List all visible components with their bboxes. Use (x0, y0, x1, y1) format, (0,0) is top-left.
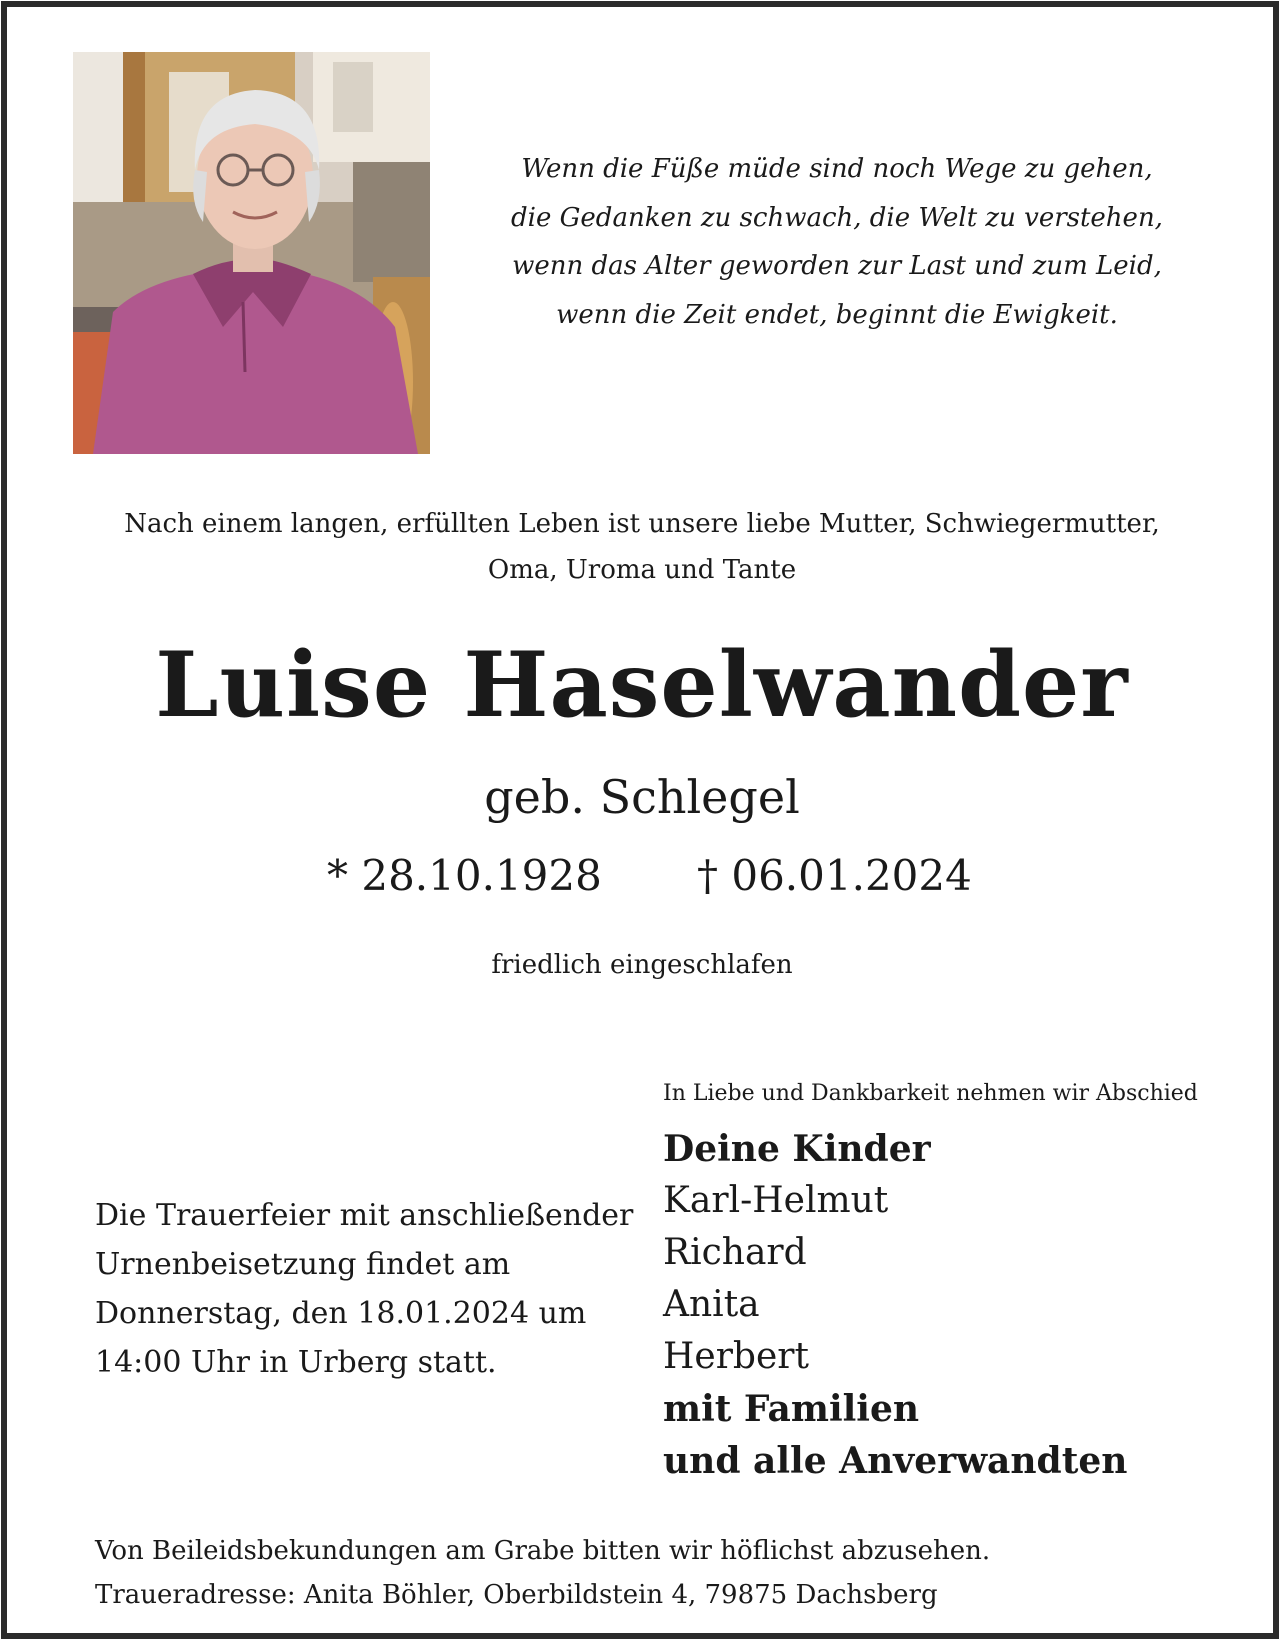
mourner-name: Richard (663, 1232, 807, 1273)
condolence-note: Von Beileidsbekundungen am Grabe bitten wir höflichst abzusehen. (95, 1536, 991, 1566)
service-line: 14:00 Uhr in Urberg statt. (95, 1345, 497, 1380)
mourners-list (663, 1123, 1127, 1487)
mourners-closing: und alle Anverwandten (663, 1440, 1128, 1482)
mourners-closing: mit Familien (663, 1388, 920, 1430)
deceased-name: Luise Haselwander (155, 632, 1129, 738)
service-line: Die Trauerfeier mit anschließender (95, 1198, 634, 1233)
mourner-name: Karl-Helmut (663, 1180, 889, 1221)
service-info (95, 1191, 633, 1387)
mourners-heading: Deine Kinder (663, 1128, 931, 1170)
intro-line: Oma, Uroma und Tante (487, 555, 797, 585)
maiden-name: geb. Schlegel (484, 770, 800, 824)
poem (477, 145, 1197, 339)
intro-text (67, 501, 1217, 593)
farewell-line: In Liebe und Dankbarkeit nehmen wir Abschied (663, 1081, 1198, 1106)
footer (95, 1529, 990, 1617)
mourning-address: Traueradresse: Anita Böhler, Oberbildstein 4, 79875 Dachsberg (95, 1580, 938, 1610)
poem-line: wenn die Zeit endet, beginnt die Ewigkeit. (556, 299, 1118, 330)
service-line: Donnerstag, den 18.01.2024 um (95, 1296, 587, 1331)
portrait-photo (73, 52, 430, 454)
poem-line: die Gedanken zu schwach, die Welt zu verstehen, (511, 202, 1163, 233)
poem-line: wenn das Alter geworden zur Last und zum Leid, (512, 251, 1162, 281)
mourner-name: Anita (663, 1284, 760, 1325)
death-date: † 06.01.2024 (697, 851, 972, 900)
portrait-photo-image (73, 52, 430, 454)
poem-line: Wenn die Füße müde sind noch Wege zu gehen, (521, 154, 1153, 184)
mourner-name: Herbert (663, 1336, 809, 1377)
death-note: friedlich eingeschlafen (491, 950, 793, 980)
birth-date: * 28.10.1928 (327, 851, 602, 900)
service-line: Urnenbeisetzung findet am (95, 1247, 511, 1282)
intro-line: Nach einem langen, erfüllten Leben ist unsere liebe Mutter, Schwiegermutter, (124, 509, 1160, 539)
obituary-notice (1, 1, 1279, 1639)
